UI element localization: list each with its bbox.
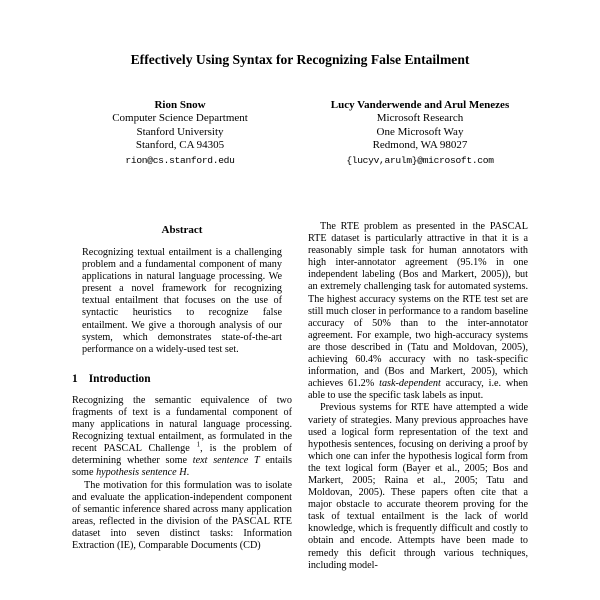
section-number: 1 xyxy=(72,372,78,385)
paragraph: Recognizing the semantic equivalence of two fragments of text is a fundamental component of many applications in natural language processing. Recognizing textual entailment, as formulated in the recent PASCAL Challenge $^1$, is the problem of determining whether some text sentence T entails some hypothesis sentence H. xyxy=(72,394,292,479)
author-email: rion@cs.stanford.edu xyxy=(125,154,235,166)
author-affiliation-line: Microsoft Research xyxy=(376,112,464,125)
right-column xyxy=(308,221,528,572)
paper-title: Effectively Using Syntax for Recognizing False Entailment xyxy=(130,52,470,67)
paragraph: The motivation for this formulation was to isolate and evaluate the application-independent component of semantic inference shared across many application areas, reflected in the division of the PASCAL RTE dataset into seven distinct tasks: Information Extraction (IE), Comparable Documents (CD) xyxy=(72,479,292,551)
paragraph: The RTE problem as presented in the PASCAL RTE dataset is particularly attractive in that it is a reasonably simple task for human annotators with high inter-annotator agreement (95.1% in one independent labeling (Bos and Markert, 2005)), but an extremely challenging task for automated systems. The highest accuracy systems on the RTE test set are still much closer in performance to a random baseline accuracy of 50% than to the inter-annotator agreement. For example, two high-accuracy systems are those described in (Tatu and Moldovan, 2005), achieving 60.4% accuracy with no task-specific information, and (Bos and Markert, 2005), which achieves 61.2% task-dependent accuracy, i.e. when able to use the specific task labels as input. xyxy=(308,221,528,402)
author-name: Rion Snow xyxy=(154,99,206,111)
author-affiliation-line: One Microsoft Way xyxy=(376,125,464,138)
section-heading-introduction xyxy=(72,373,292,385)
section-title: Introduction xyxy=(88,372,151,385)
abstract-heading: Abstract xyxy=(161,224,203,236)
author-name: Lucy Vanderwende and Arul Menezes xyxy=(330,99,510,111)
author-email: {lucyv,arulm}@microsoft.com xyxy=(346,154,494,166)
author-affiliation-line: Stanford University xyxy=(136,125,224,138)
author-affiliation-line: Redmond, WA 98027 xyxy=(372,139,468,152)
author-right xyxy=(300,99,540,167)
author-block xyxy=(60,99,540,167)
author-affiliation-line: Computer Science Department xyxy=(112,112,248,125)
left-column xyxy=(72,221,292,572)
paragraph: Previous systems for RTE have attempted a wide variety of strategies. Many previous approaches have used a logical form representation of the text and hypothesis sentences, focusing on deriving a proof by which one can infer the hypothesis logical form from the text logical form (Bayer et al., 2005; Bos and Markert, 2005; Raina et al., 2005; Tatu and Moldovan, 2005). These papers often cite that a major obstacle to accurate theorem proving for the task of textual entailment is the lack of world knowledge, which is frequently difficult and costly to obtain and encode. Attempts have been made to remedy this deficit through various techniques, including model- xyxy=(308,402,528,571)
two-column-body xyxy=(72,221,528,572)
author-affiliation-line: Stanford, CA 94305 xyxy=(135,139,225,152)
abstract-text: Recognizing textual entailment is a challenging problem and a fundamental component of many applications in natural language processing. We present a novel framework for recognizing textual entailment that focuses on the use of syntactic heuristics to recognize false entailment. We give a thorough analysis of our system, which demonstrates state-of-the-art performance on a widely-used test set. xyxy=(82,247,282,355)
author-left xyxy=(60,99,300,167)
